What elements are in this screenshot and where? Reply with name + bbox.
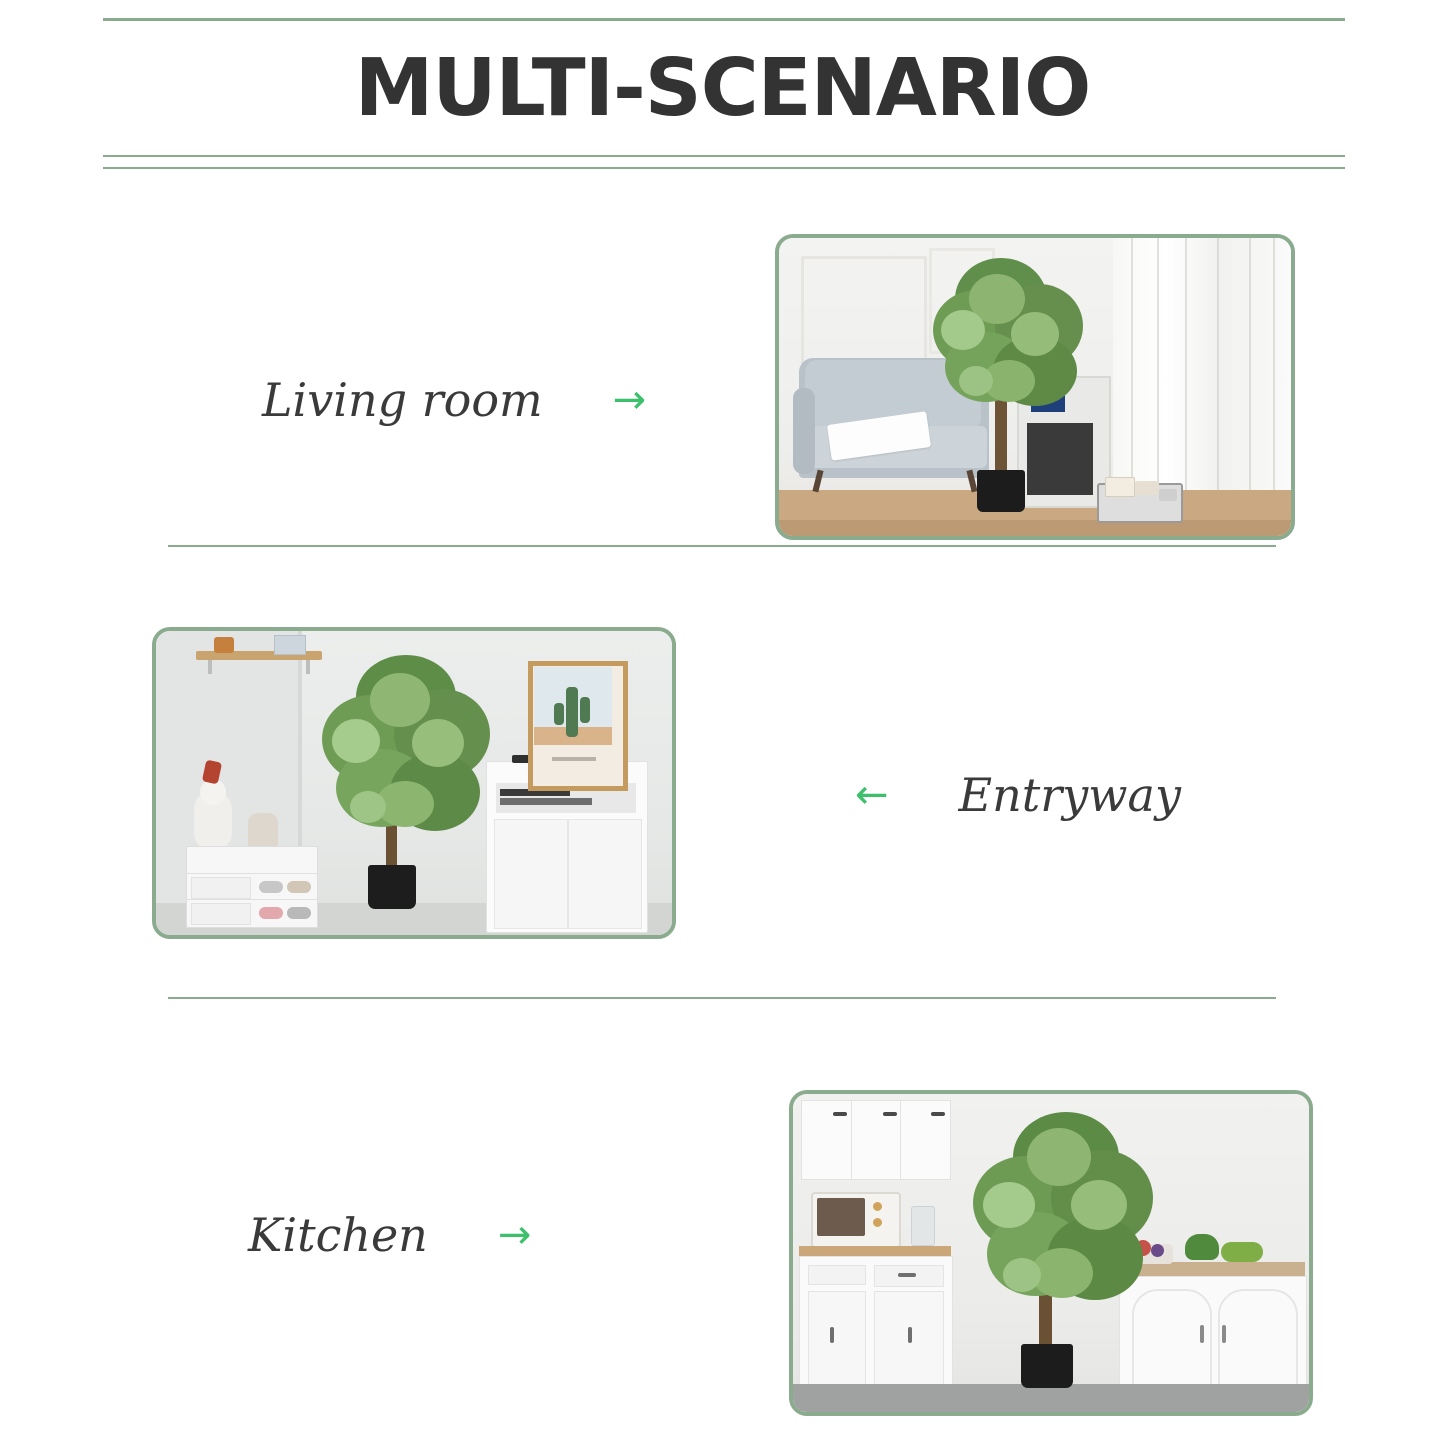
tree-planter-pot <box>977 470 1025 512</box>
print-cactus-body <box>566 687 578 737</box>
tree-planter-pot <box>1021 1344 1073 1388</box>
scenario-image-entryway <box>152 627 676 939</box>
wire-basket <box>1097 483 1183 523</box>
microwave-knob <box>873 1218 882 1227</box>
header-rule-top <box>103 18 1345 21</box>
page-title: MULTI-SCENARIO <box>354 42 1091 134</box>
shelf-bracket <box>208 660 212 674</box>
scenario-label-kitchen <box>248 1195 531 1275</box>
print-caption <box>552 757 596 761</box>
cabinet-handle <box>833 1112 847 1116</box>
arrow-right-icon-kitchen: → <box>497 1212 532 1258</box>
entryway-scene <box>156 631 672 935</box>
cabinet-handle <box>883 1112 897 1116</box>
living-room-scene <box>779 238 1291 536</box>
shelf-ornament <box>214 637 234 653</box>
wood-floor-shadow <box>779 520 1291 536</box>
cabinet-door-right <box>568 819 642 929</box>
tree-foliage <box>316 655 494 841</box>
shelf-bracket <box>306 660 310 674</box>
scenario-label-text-living-room: Living room <box>262 373 543 427</box>
print-cactus-arm <box>554 703 564 725</box>
microwave-knob <box>873 1202 882 1211</box>
glass-jar <box>911 1206 935 1246</box>
upper-cabinets <box>801 1100 951 1180</box>
section-divider-2 <box>168 997 1276 999</box>
scenario-label-entryway <box>855 755 1181 835</box>
scenario-image-kitchen <box>789 1090 1313 1416</box>
sofa-armrest <box>793 388 815 474</box>
leafy-vegetable <box>1221 1242 1263 1262</box>
kitchen-floor <box>793 1384 1309 1412</box>
tree-foliage <box>929 256 1089 416</box>
microwave-window <box>817 1198 865 1236</box>
scenario-label-text-kitchen: Kitchen <box>248 1208 428 1262</box>
scenario-label-text-entryway: Entryway <box>958 768 1181 822</box>
tree-foliage <box>969 1112 1159 1312</box>
page-header <box>0 0 1445 185</box>
arrow-right-icon-living-room: → <box>612 377 647 423</box>
left-countertop <box>799 1246 951 1256</box>
scenario-image-living-room <box>775 234 1295 540</box>
arrow-left-icon-entryway: ← <box>855 772 889 818</box>
cabinet-handle <box>931 1112 945 1116</box>
section-divider-1 <box>168 545 1276 547</box>
cabinet-shelf-items <box>500 798 592 805</box>
artwork-dark-block <box>1027 423 1093 495</box>
cabinet-door-left <box>494 819 568 929</box>
header-rule-bottom <box>103 167 1345 169</box>
shelf-picture <box>274 635 306 655</box>
tree-planter-pot <box>368 865 416 909</box>
left-base-cabinets <box>799 1256 953 1398</box>
print-cactus-arm <box>580 697 590 723</box>
header-rule-middle <box>103 155 1345 157</box>
shoe-rack <box>186 846 318 928</box>
scenario-label-living-room <box>262 360 646 440</box>
kitchen-scene <box>793 1094 1309 1412</box>
broccoli <box>1185 1234 1219 1260</box>
